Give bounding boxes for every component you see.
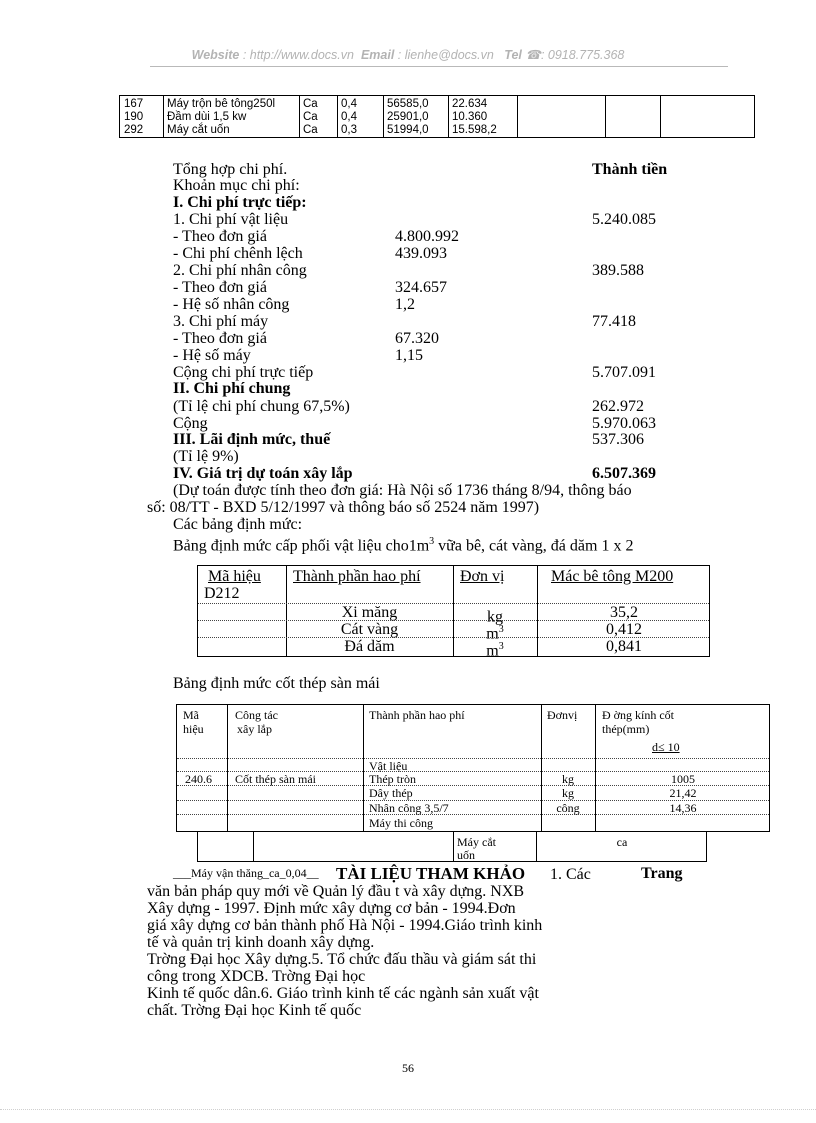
equip-qty: 0,4 bbox=[341, 98, 357, 110]
steel-component: Dây thép bbox=[369, 786, 413, 800]
category-label: Khoản mục chi phí: bbox=[173, 177, 300, 194]
steel-header-component: Thành phần hao phí bbox=[369, 708, 465, 722]
sum-label: Cộng bbox=[173, 415, 208, 432]
steel-component: Máy thi công bbox=[369, 816, 433, 830]
machine-unit-label: - Theo đơn giá bbox=[173, 330, 267, 347]
reference-line: tế và quản trị kinh doanh xây dựng. bbox=[147, 934, 375, 951]
sum-value: 5.970.063 bbox=[592, 415, 656, 432]
equip-name: Máy cắt uốn bbox=[167, 124, 230, 136]
equip-name: Máy trộn bê tông250l bbox=[167, 98, 276, 110]
website-value: : http://www.docs.vn bbox=[242, 48, 354, 62]
steel-value: 21,42 bbox=[669, 786, 697, 800]
steel-component: Vật liệu bbox=[369, 759, 408, 773]
equip-amount: 22.634 bbox=[452, 98, 488, 110]
equip-code: 292 bbox=[124, 124, 144, 136]
reference-line: giá xây dựng cơ bản thành phố Hà Nội - 1994.Giáo trình kinh bbox=[147, 917, 543, 934]
material-cost-total: 5.240.085 bbox=[592, 211, 656, 228]
steel-value: 1005 bbox=[671, 772, 695, 786]
equip-unit: Ca bbox=[303, 111, 318, 123]
header-divider bbox=[150, 66, 728, 67]
equip-price: 25901,0 bbox=[387, 111, 429, 123]
mix-unit: kg bbox=[487, 608, 503, 626]
steel-unit: kg bbox=[562, 786, 574, 800]
mix-unit: $m^3$ bbox=[486, 641, 504, 660]
reference-line: Trờng Đại học Xây dựng.5. Tổ chức đấu thầu và giám sát thi bbox=[147, 951, 537, 968]
equip-code: 167 bbox=[124, 98, 144, 110]
material-diff-value: 439.093 bbox=[395, 245, 447, 262]
equip-name: Đầm dùi 1,5 kw bbox=[167, 111, 247, 123]
website-label: Website bbox=[191, 48, 240, 62]
equip-amount: 10.360 bbox=[452, 111, 488, 123]
mix-header-grade: Mác bê tông M200 bbox=[551, 568, 674, 585]
references-title: TÀI LIỆU THAM KHẢO bbox=[336, 864, 526, 883]
mix-value: 0,841 bbox=[606, 638, 642, 655]
machine-coef-label: - Hệ số máy bbox=[173, 347, 251, 364]
equip-price: 51994,0 bbox=[387, 124, 429, 136]
email-value: : lienhe@docs.vn bbox=[397, 48, 494, 62]
material-diff-label: - Chi phí chênh lệch bbox=[173, 245, 303, 262]
equip-qty: 0,3 bbox=[341, 124, 357, 136]
references-lead: ___Máy vận thăng_ca_0,04__ bbox=[173, 866, 319, 880]
references-page-label: Trang bbox=[641, 865, 683, 882]
mix-component: Đá dăm bbox=[344, 638, 395, 655]
direct-total-value: 5.707.091 bbox=[592, 364, 656, 381]
reference-line: văn bản pháp quy mới về Quản lý đầu t và xây dựng. NXB bbox=[147, 883, 525, 900]
material-cost-label: 1. Chi phí vật liệu bbox=[173, 211, 289, 228]
labor-unit-label: - Theo đơn giá bbox=[173, 279, 267, 296]
reference-line: Xây dựng - 1997. Định mức xây dựng cơ bản - 1994.Đơn bbox=[147, 900, 516, 917]
labor-coef-value: 1,2 bbox=[395, 296, 415, 313]
general-rate-label: (Tỉ lệ chi phí chung 67,5%) bbox=[173, 398, 350, 415]
material-unit-label: - Theo đơn giá bbox=[173, 228, 267, 245]
direct-cost-heading: I. Chi phí trực tiếp: bbox=[173, 194, 307, 211]
steel-header-unit: Đơnvị bbox=[547, 708, 578, 722]
equip-price: 56585,0 bbox=[387, 98, 429, 110]
steel-table bbox=[176, 704, 770, 832]
steel-component: Thép tròn bbox=[369, 772, 416, 786]
mix-value: 0,412 bbox=[606, 621, 642, 638]
phone-icon: ☎ bbox=[525, 48, 541, 62]
page-number: 56 bbox=[402, 1061, 414, 1075]
estimate-heading: IV. Giá trị dự toán xây lắp bbox=[173, 465, 353, 482]
reference-line: chất. Trờng Đại học Kinh tế quốc bbox=[147, 1002, 362, 1019]
steel-header-diameter-2: thép(mm) bbox=[602, 722, 650, 736]
general-cost-heading: II. Chi phí chung bbox=[173, 380, 291, 397]
labor-cost-label: 2. Chi phí nhân công bbox=[173, 262, 307, 279]
reference-line: Kinh tế quốc dân.6. Giáo trình kinh tế các ngành sản xuất vật bbox=[147, 985, 539, 1002]
steel-header-work-1: Công tác bbox=[235, 708, 278, 722]
steel-header-code-1: Mã bbox=[183, 708, 199, 722]
mix-value: 35,2 bbox=[610, 604, 638, 621]
profit-value: 537.306 bbox=[592, 431, 644, 448]
machine-coef-value: 1,15 bbox=[395, 347, 423, 364]
equipment-table bbox=[119, 95, 755, 138]
mix-header-code: Mã hiệu bbox=[208, 568, 261, 585]
equip-amount: 15.598,2 bbox=[452, 124, 497, 136]
steel-component: Nhân công 3,5/7 bbox=[369, 801, 449, 815]
footer-divider bbox=[0, 1109, 816, 1110]
extra-machine-unit: ca bbox=[616, 835, 628, 849]
steel-unit: kg bbox=[562, 772, 574, 786]
email-label: Email bbox=[360, 48, 395, 62]
steel-header-code-2: hiệu bbox=[183, 722, 204, 736]
mix-header-unit: Đơn vị bbox=[460, 568, 505, 585]
mix-unit: $m^3$ bbox=[486, 624, 504, 643]
steel-code: 240.6 bbox=[185, 772, 212, 786]
profit-heading: III. Lãi định mức, thuế bbox=[173, 431, 331, 448]
mix-code: D212 bbox=[204, 585, 240, 602]
mix-table-title: Bảng định mức cấp phối vật liệu $cho1m^3$ vữa bê, cát vàng, đá dăm 1 x 2 bbox=[173, 536, 634, 555]
mix-header-component: Thành phần hao phí bbox=[293, 568, 421, 585]
note-line-2: số: 08/TT - BXD 5/12/1997 và thông báo số 2524 năm 1997) bbox=[147, 499, 540, 516]
steel-header-diameter-1: Đ ờng kính cốt bbox=[602, 708, 675, 722]
mix-component: Cát vàng bbox=[340, 621, 399, 638]
equip-code: 190 bbox=[124, 111, 144, 123]
machine-cost-label: 3. Chi phí máy bbox=[173, 313, 269, 330]
mix-table bbox=[197, 565, 710, 660]
labor-cost-total: 389.588 bbox=[592, 262, 644, 279]
steel-extra-row bbox=[197, 832, 707, 862]
machine-unit-value: 67.320 bbox=[395, 330, 439, 347]
direct-total-label: Cộng chi phí trực tiếp bbox=[173, 364, 314, 381]
steel-work: Cốt thép sàn mái bbox=[235, 772, 316, 786]
extra-machine-label-1: Máy cắt bbox=[457, 835, 496, 849]
tel-value: : 0918.775.368 bbox=[540, 48, 625, 62]
labor-coef-label: - Hệ số nhân công bbox=[173, 296, 290, 313]
equip-qty: 0,4 bbox=[341, 111, 357, 123]
general-rate-value: 262.972 bbox=[592, 398, 644, 415]
norms-label: Các bảng định mức: bbox=[173, 516, 303, 533]
steel-unit: công bbox=[556, 801, 580, 815]
steel-header-work-2: xây lắp bbox=[237, 722, 272, 736]
note-line-1: (Dự toán được tính theo đơn giá: Hà Nội số 1736 tháng 8/94, thông báo bbox=[173, 482, 632, 499]
equip-unit: Ca bbox=[303, 124, 318, 136]
labor-unit-value: 324.657 bbox=[395, 279, 447, 296]
page-header bbox=[0, 47, 816, 62]
reference-line: công trong XDCB. Trờng Đại học bbox=[147, 968, 366, 985]
profit-rate-label: (Tỉ lệ 9%) bbox=[173, 448, 239, 465]
steel-header-condition: d≤ 10 bbox=[652, 740, 680, 754]
material-unit-value: 4.800.992 bbox=[395, 228, 459, 245]
reference-line: 1. Các bbox=[550, 866, 591, 883]
amount-header: Thành tiền bbox=[592, 161, 668, 178]
summary-title: Tổng hợp chi phí. bbox=[173, 161, 288, 178]
steel-value: 14,36 bbox=[669, 801, 697, 815]
steel-table-title: Bảng định mức cốt thép sàn mái bbox=[173, 675, 380, 692]
equip-unit: Ca bbox=[303, 98, 318, 110]
mix-component: Xi măng bbox=[341, 604, 398, 621]
estimate-value: 6.507.369 bbox=[592, 465, 656, 482]
machine-cost-total: 77.418 bbox=[592, 313, 636, 330]
extra-machine-label-2: uốn bbox=[457, 848, 475, 862]
tel-label: Tel bbox=[504, 48, 522, 62]
